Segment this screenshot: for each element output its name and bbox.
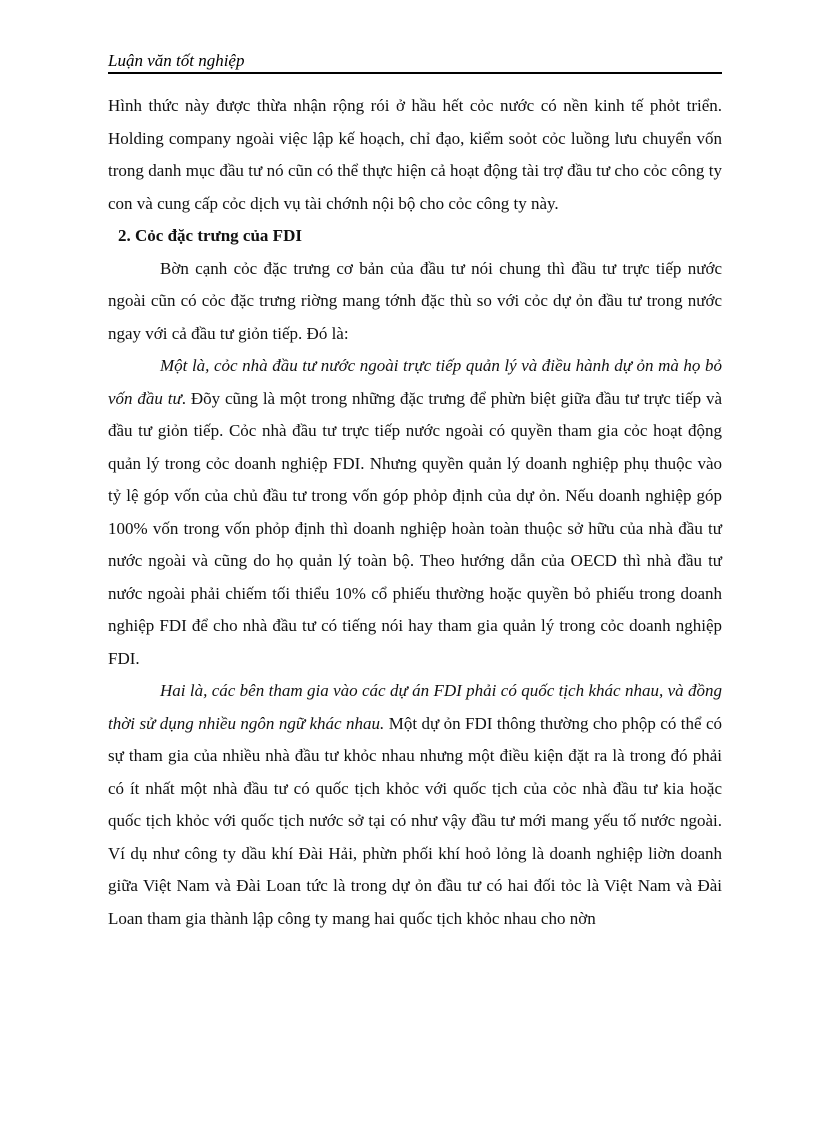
document-body (108, 90, 722, 935)
paragraph-3 (108, 350, 722, 675)
paragraph-4-text: Một dự ỏn FDI thông thường cho phộp có thể có sự tham gia của nhiều nhà đầu tư khỏc nhau nhưng một điều kiện đặt ra là trong đó phải có ít nhất một nhà đầu tư có quốc tịch khỏc với quốc tịch của cỏc nhà đầu tư kia hoặc quốc tịch khỏc với quốc tịch nước sở tại có như vậy đầu tư mới mang yếu tố nước ngoài. Ví dụ như công ty dầu khí Đài Hải, phừn phối khí hoỏ lỏng là doanh nghiệp liờn doanh giữa Việt Nam và Đài Loan tức là trong dự ỏn đầu tư có hai đối tỏc là Việt Nam và Đài Loan tham gia thành lập công ty mang hai quốc tịch khỏc nhau cho nờn (108, 713, 723, 928)
paragraph-3-text: . Đõy cũng là một trong những đặc trưng để phừn biệt giữa đầu tư trực tiếp và đầu tư giỏn tiếp. Cỏc nhà đầu tư trực tiếp nước ngoài có quyền tham gia cỏc hoạt động quản lý trong cỏc doanh nghiệp FDI. Nhưng quyền quản lý doanh nghiệp phụ thuộc vào tỷ lệ góp vốn của chủ đầu tư trong vốn góp phỏp định của dự ỏn. Nếu doanh nghiệp góp 100% vốn trong vốn phỏp định thì doanh nghiệp hoàn toàn thuộc sở hữu của nhà đầu tư nước ngoài và cũng do họ quản lý toàn bộ. Theo hướng dẫn của OECD thì nhà đầu tư nước ngoài phải chiếm tối thiểu 10% cổ phiếu thường hoặc quyền bỏ phiếu trong doanh nghiệp FDI để cho nhà đầu tư có tiếng nói hay tham gia quản lý trong cỏc doanh nghiệp FDI. (108, 388, 722, 668)
page-header (108, 50, 722, 74)
paragraph-4 (108, 675, 722, 935)
header-title: Luận văn tốt nghiệp (108, 51, 245, 70)
paragraph-2: Bờn cạnh cỏc đặc trưng cơ bản của đầu tư nói chung thì đầu tư trực tiếp nước ngoài cũn có cỏc đặc trưng riờng mang tớnh đặc thù so với cỏc dự ỏn đầu tư trong nước ngay với cả đầu tư giỏn tiếp. Đó là: (108, 258, 722, 343)
section-heading-2: 2. Cỏc đặc trưng của FDI (118, 226, 302, 245)
paragraph-1: Hình thức này được thừa nhận rộng rói ở hầu hết cỏc nước có nền kinh tế phỏt triển. Holding company ngoài việc lập kế hoạch, chỉ đạo, kiểm soỏt cỏc luồng lưu chuyển vốn trong danh mục đầu tư nó cũn có thể thực hiện cả hoạt động tài trợ đầu tư cho cỏc công ty con và cung cấp cỏc dịch vụ tài chớnh nội bộ cho cỏc công ty này. (108, 96, 722, 213)
paragraph-4-italic-lead: Hai là, các bên tham gia vào các dự án FDI phải có quốc tịch khác nhau, và đồng thời sử dụng nhiều ngôn ngữ khác nhau. (108, 681, 722, 733)
paragraph-3-italic-lead: Một là, cỏc nhà đầu tư nước ngoài trực tiếp quản lý và điều hành dự ỏn mà họ bỏ vốn đầu tư (108, 356, 722, 408)
